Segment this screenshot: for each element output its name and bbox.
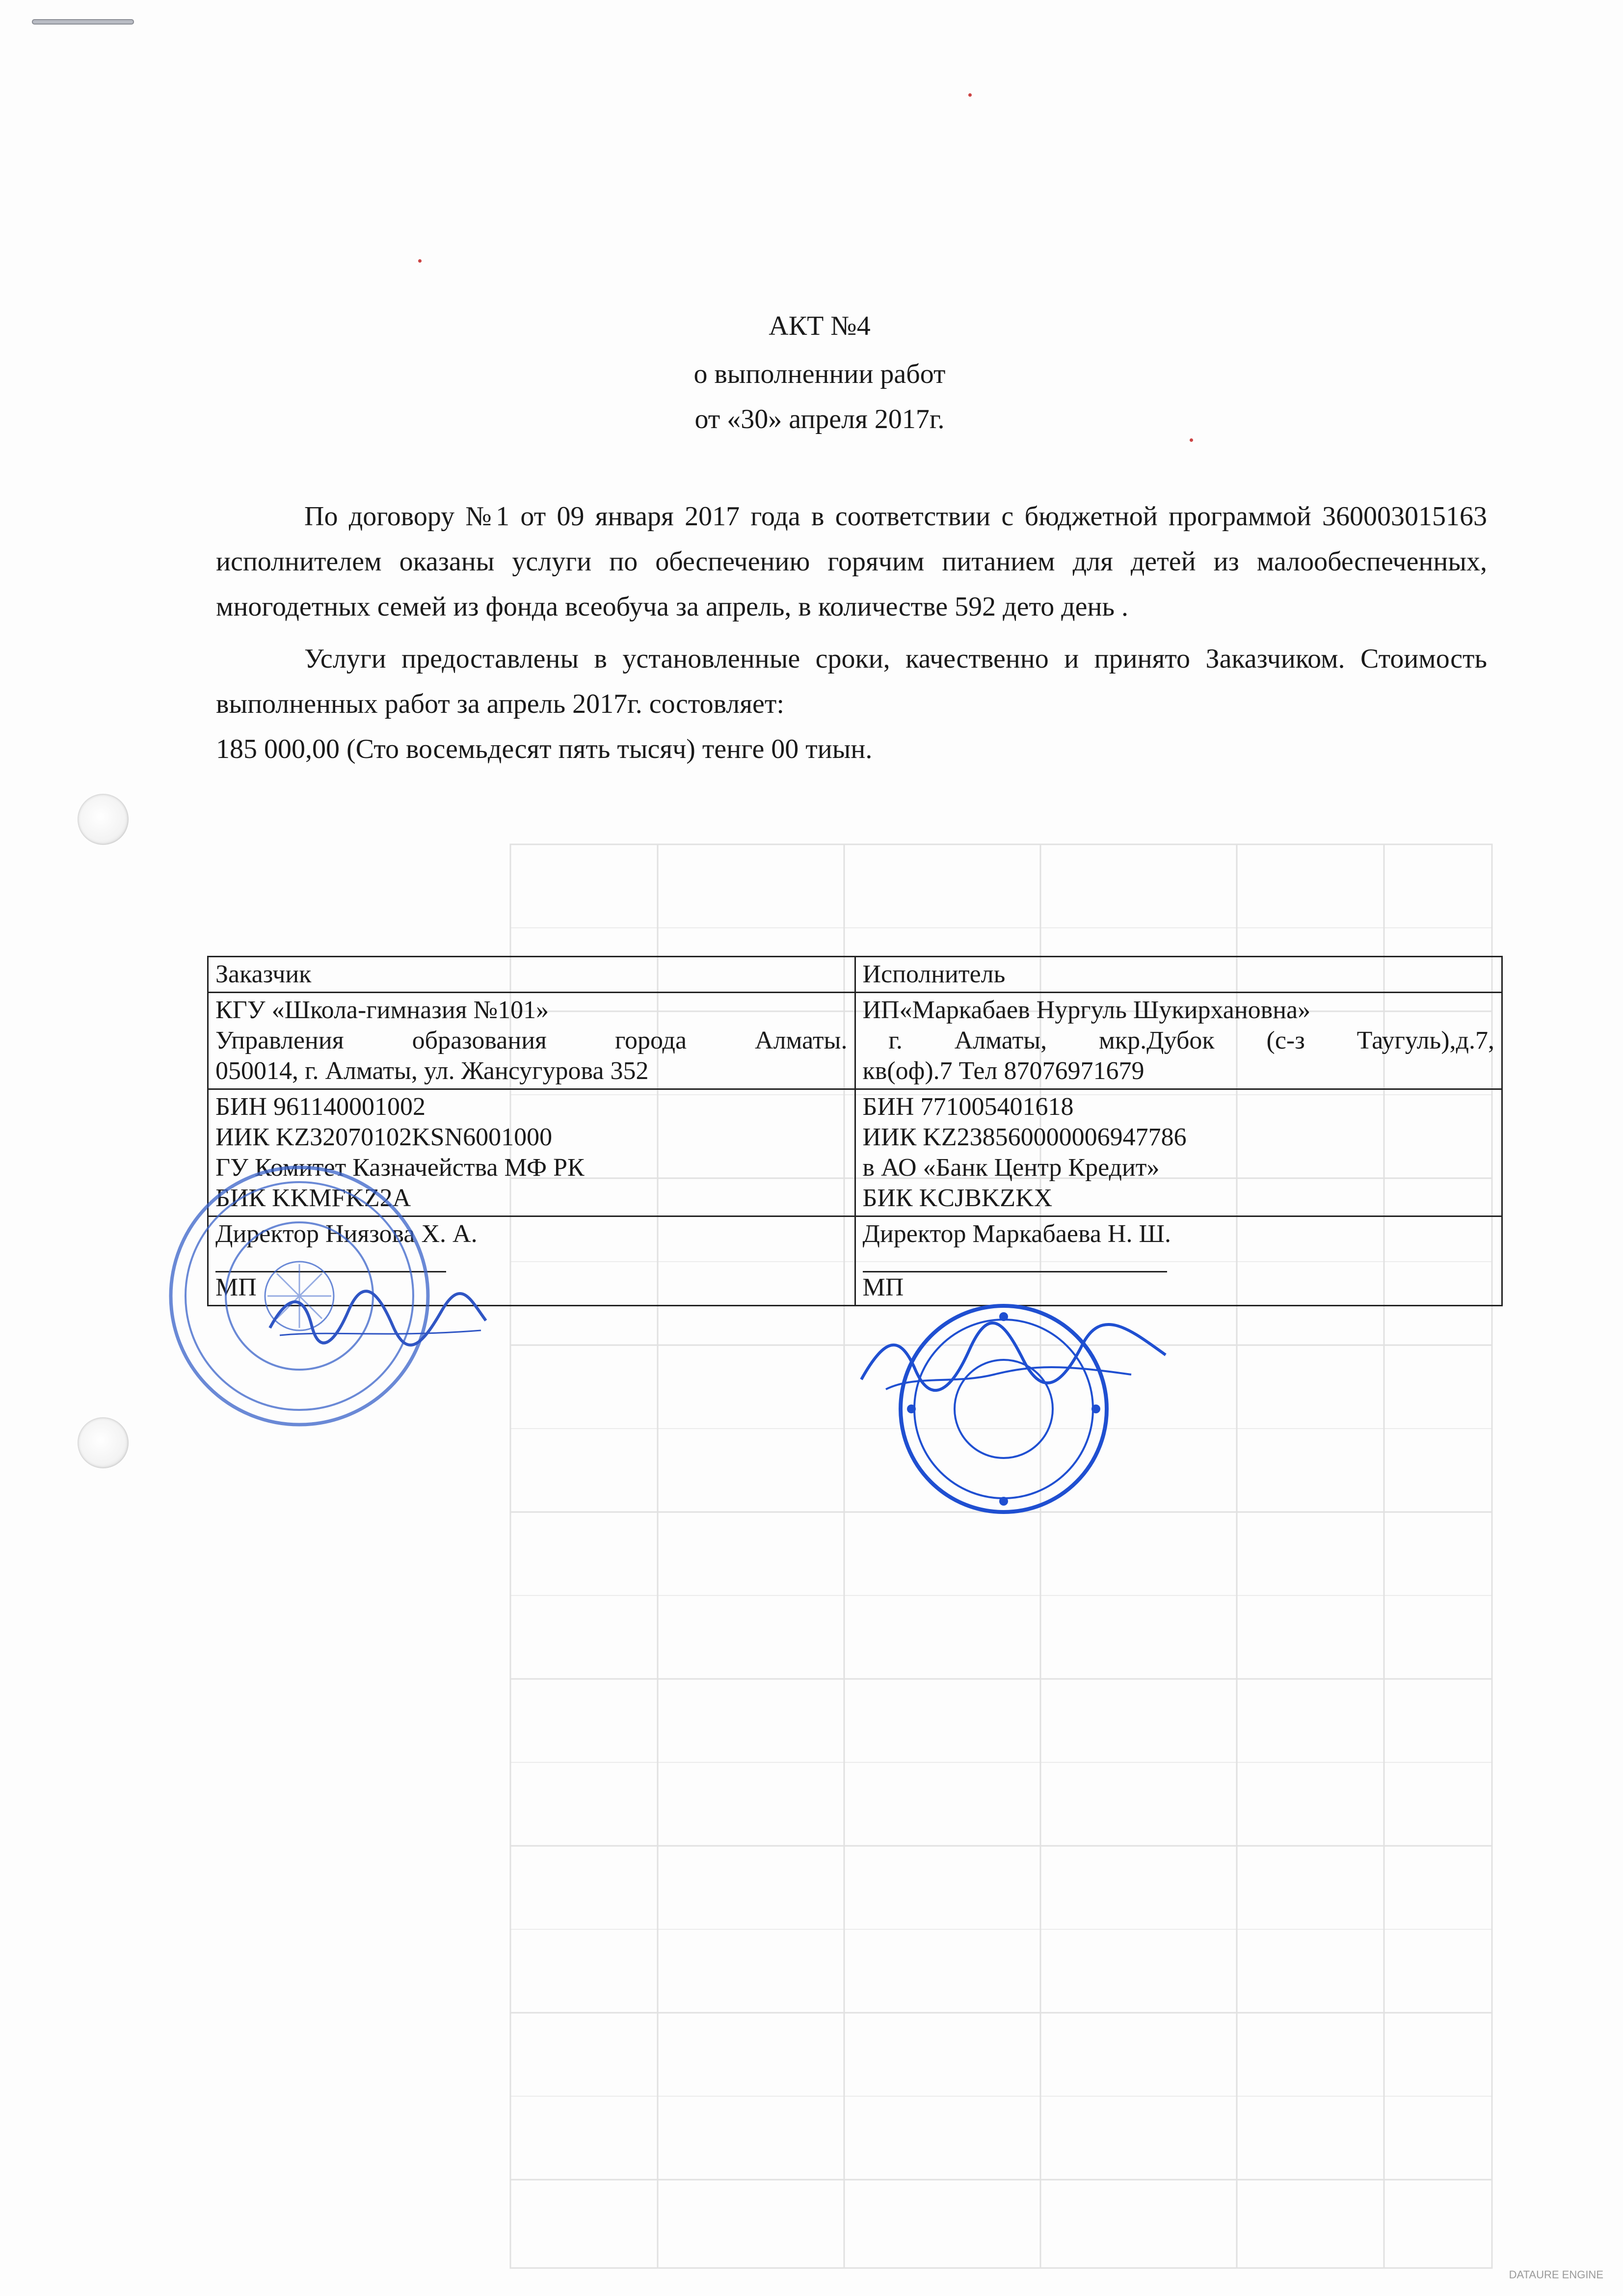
customer-address: 050014, г. Алматы, ул. Жансугурова 352 xyxy=(215,1057,649,1085)
customer-iik: ИИК KZ32070102KSN6001000 xyxy=(215,1123,553,1151)
stray-mark xyxy=(968,93,972,97)
contractor-bank: в АО «Банк Центр Кредит» xyxy=(862,1154,1160,1182)
contractor-signature-cell xyxy=(855,1216,1502,1306)
customer-name-cell xyxy=(208,993,855,1089)
requisites-table xyxy=(207,956,1503,1306)
document-date: от «30» апреля 2017г. xyxy=(694,404,945,434)
punch-hole-bottom xyxy=(78,1417,129,1468)
contractor-bank-cell xyxy=(855,1089,1502,1216)
table-row-names xyxy=(208,993,1502,1089)
contractor-name: ИП«Маркабаев Нургуль Шукирхановна» xyxy=(862,996,1311,1024)
contractor-iik: ИИК KZ238560000006947786 xyxy=(862,1123,1187,1151)
customer-mp: МП xyxy=(215,1273,257,1301)
contractor-signature-line xyxy=(863,1251,1167,1272)
table-header-row xyxy=(208,957,1502,993)
document-subtitle: о выполненнии работ xyxy=(693,359,946,389)
customer-bin: БИН 961140001002 xyxy=(215,1093,426,1121)
customer-bik: БИК KKMFKZ2A xyxy=(215,1184,411,1212)
paragraph-services: Услуги предоставлены в установленные сроки, качественно и принято Заказчиком. Стоимость выполненных работ за апрель 2017г. состовляет: xyxy=(216,644,1487,719)
contractor-mp: МП xyxy=(862,1273,904,1301)
customer-director: Директор Ниязова Х. А. xyxy=(215,1220,478,1248)
amount-line: 185 000,00 (Сто восемьдесят пять тысяч) тенге 00 тиын. xyxy=(216,734,873,764)
stray-mark xyxy=(418,259,422,263)
table-row-signatures xyxy=(208,1216,1502,1306)
watermark-text: DATAURE ENGINE xyxy=(1509,2269,1603,2281)
document-title: АКТ №4 xyxy=(769,311,871,341)
contractor-phone: кв(оф).7 Тел 87076971679 xyxy=(862,1057,1144,1085)
contractor-name-cell xyxy=(855,993,1502,1089)
table-row-bank xyxy=(208,1089,1502,1216)
contractor-stamp xyxy=(856,1276,1171,1522)
customer-name: КГУ «Школа-гимназия №101» xyxy=(215,996,549,1024)
contractor-bin: БИН 771005401618 xyxy=(862,1093,1074,1121)
header-customer: Заказчик xyxy=(208,957,855,993)
contractor-address: г. Алматы, мкр.Дубок (с-з Таугуль),д.7, xyxy=(862,1026,1494,1054)
contractor-director: Директор Маркабаева Н. Ш. xyxy=(862,1220,1171,1248)
punch-hole-top xyxy=(78,794,129,845)
stray-mark xyxy=(1190,438,1193,442)
paragraph-contract: По договору №1 от 09 января 2017 года в соответствии с бюджетной программой 360003015163 исполнителем оказаны услуги по обеспечению горячим питанием для детей из малообеспеченных, многодетных семей из фонда всеобуча за апрель, в количестве 592 дето день . xyxy=(216,501,1487,622)
contractor-bik: БИК KCJBKZKX xyxy=(862,1184,1053,1212)
header-contractor: Исполнитель xyxy=(855,957,1502,993)
staple-mark xyxy=(31,17,134,27)
customer-signature-line xyxy=(215,1251,446,1272)
customer-signature-cell xyxy=(208,1216,855,1306)
customer-bank: ГУ Комитет Казначейства МФ РК xyxy=(215,1154,585,1182)
customer-bank-cell xyxy=(208,1089,855,1216)
customer-org: Управления образования города Алматы. xyxy=(215,1026,848,1054)
document-body xyxy=(216,494,1487,772)
